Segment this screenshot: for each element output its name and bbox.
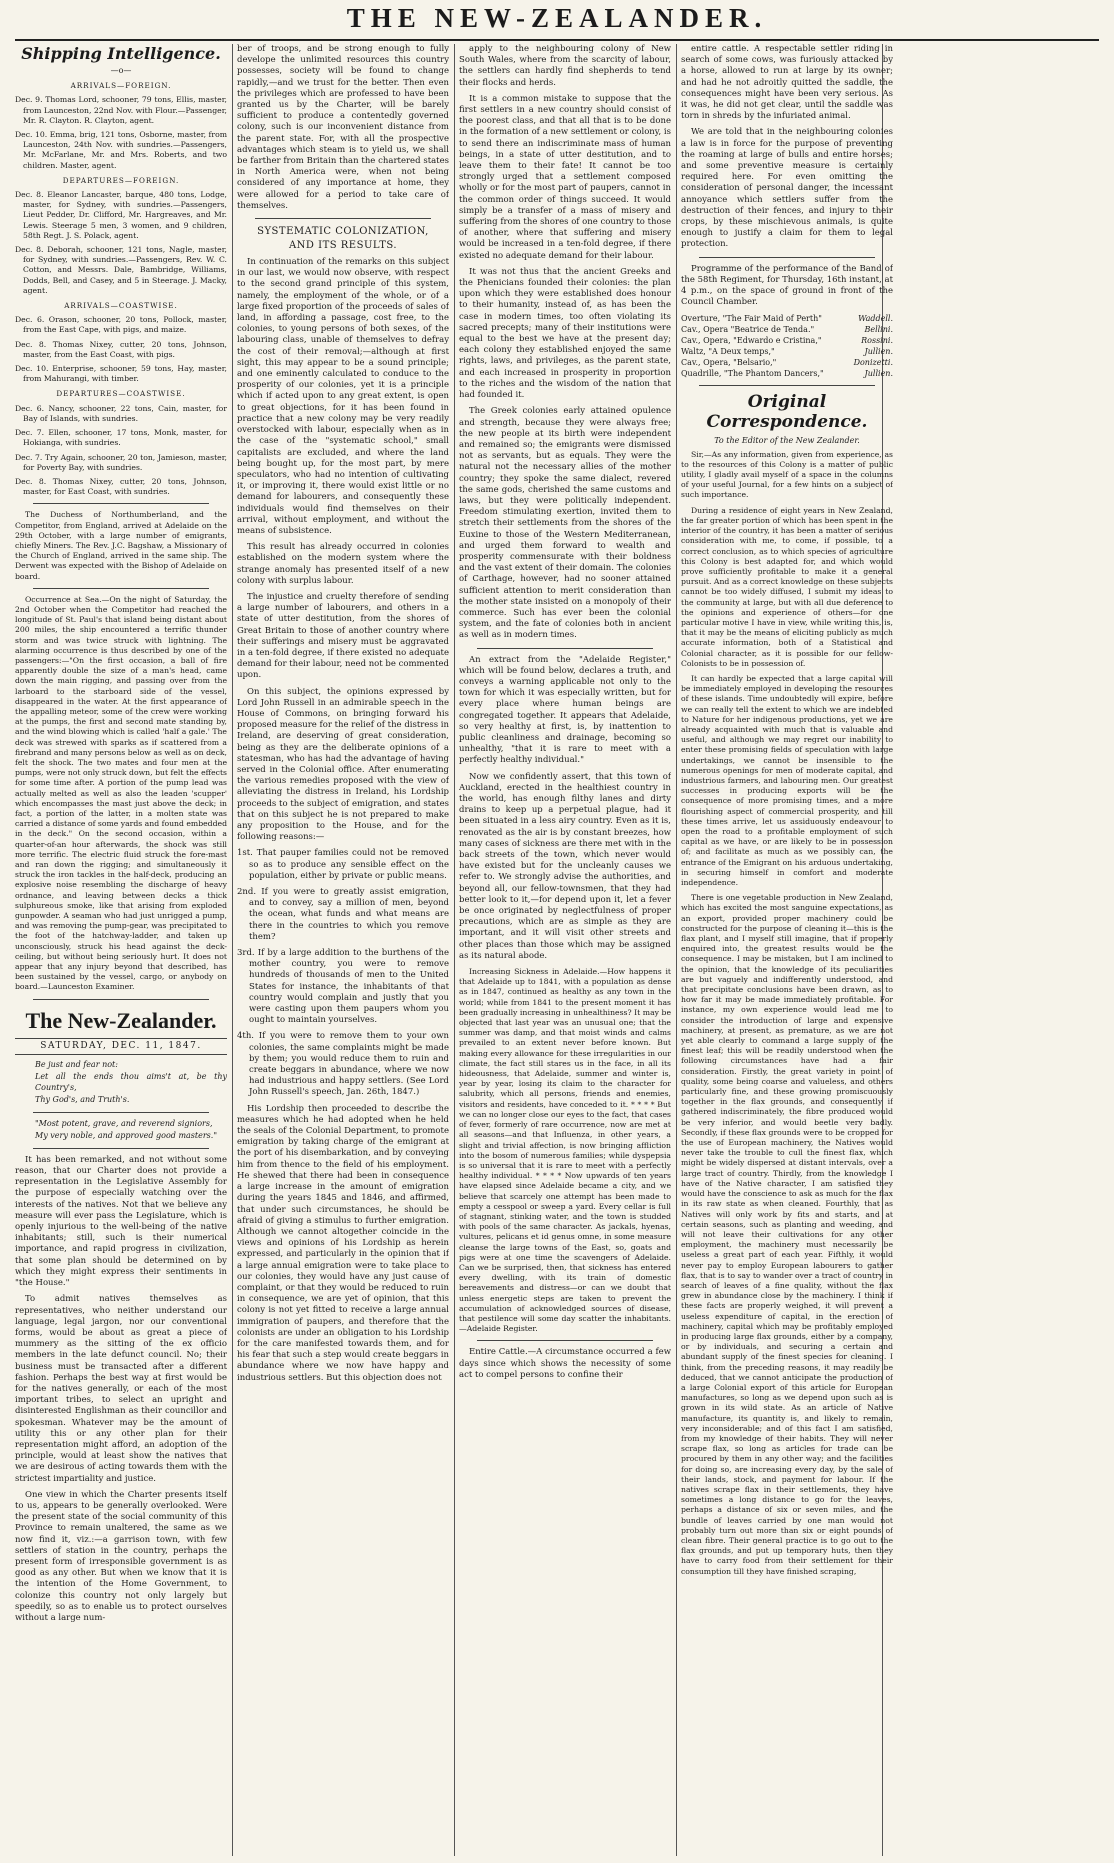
paragraph: On this subject, the opinions expressed by Lord John Russell in an admirable speech in the House of Commons, on bringing forward his proposed measure for the relief of the distress in Ireland, are deserving of great consideration, being as they are the deliberate opinions of a statesman, who has had the advantage of having served in the Colonial office. After enumerating the various remedies proposed with the view of alleviating the distress in Ireland, his Lordship proceeds to the subject of emigration, and states that on this subject he is not prepared to make any proposition to the House, and for the following reasons:—: [237, 686, 449, 843]
divider: [33, 1112, 209, 1113]
divider: [477, 1340, 653, 1341]
divider: [33, 503, 209, 504]
motto-line: My very noble, and approved good masters.": [35, 1131, 217, 1141]
arrivals-coastwise-heading: ARRIVALS—COASTWISE.: [64, 301, 178, 311]
paragraph: There is one vegetable production in New Zealand, which has excited the most sanguine expectations, as an export, provided proper machinery could be constructed for the purpose of cleaning it—this is the flax plant, and I myself still imagine, that if properly enquired into, the greatest results would be the consequence. I may be mistaken, but I am inclined to the opinion, that the knowledge of its peculiarities are but vaguely and indifferently understood, and that precipitate conclusions have been drawn, as to how far it may be made immediately profitable. For instance, my own experience would lead me to consider the introduction of large and expensive machinery, at present, as premature, as we are not yet able clearly to command a large supply of the finest leaf; this will be readily understood when the following circumstances have had a fair consideration. Firstly, the great variety in point of quality, some being coarse and valueless, and others particularly fine, and these growing promiscuously together in the flax grounds, and consequently if gathered indiscriminately, the fibre produced would be very inferior, and would beetle very badly. Secondly, if these flax grounds were to be cropped for the use of European machinery, the Natives would never take the trouble to cull the finest flax, which might be widely dispersed at distant intervals, over a large tract of country. Thirdly, from the knowledge I have of the Native character, I am satisfied they would have the conscience to ask as much for the flax in its raw state as when cleaned. Fourthly, that as Natives will only work by fits and starts, and at certain seasons, such as planting and weeding, and will not leave their cultivations for any other employment, the machinery must necessarily be useless a great part of each year. Fifthly, it would never pay to employ European labourers to gather flax, that is to say to wander over a tract of country in search of leaves of a fine quality, without the flax grew in abundance close by the machinery. I think if these facts are properly weighed, it will prevent a useless expenditure of capital, in the erection of machinery, capital which may be profitably employed in producing large flax grounds, either by a company, or by individuals, and securing a certain and abundant supply of the finest species for cleaning. I think, from the preceding reasons, it may readily be deduced, that we cannot anticipate the production of a large Colonial export of this article for European manufactures, so long as we depend upon such as is grown in its wild state. As an article of Native manufacture, its quantity is, and likely to remain, very inconsiderable; and of this fact I am satisfied, from my knowledge of their habits. They will never scrape flax, so long as articles for trade can be procured by them in any other way; and the facilities for doing so, are increasing every day, by the sale of their lands, stock, and payment for labour. If the natives scrape flax in their settlements, they have sometimes a long distance to go for the leaves, perhaps a distance of six or seven miles, and the bundle of leaves carried by one man would not probably turn out more than six or eight pounds of clean fibre. Their general practice is to go out to the flax grounds, and put up temporary huts, then they have to carry food from their settlement for their consumption till they have finished scraping,: [681, 893, 893, 1576]
paragraph: Sir,—As any information, given from experience, as to the resources of this Colony is a matter of public utility, I gladly avail myself of a space in the columns of your useful Journal, for a few hints on a subject of such importance.: [681, 449, 893, 500]
shipping-entry: Dec. 8. Thomas Nixey, cutter, 20 tons, Johnson, master, for East Coast, with sundries.: [15, 476, 227, 497]
correspondence-addressee: To the Editor of the New Zealander.: [714, 436, 860, 446]
paragraph: It can hardly be expected that a large capital will be immediately employed in developing the resources of these islands. Time undoubtedly will expire, before we can really tell the extent to which we are indebted to Nature for her indigenous productions, yet we are already acquainted with much that is valuable and useful, and although we may regret our inability to enter these promising fields of speculation with large undertakings, we cannot be insensible to the numerous openings for men of moderate capital, and industrious farmers, and labouring men. Our greatest successes in producing exports will be the consequence of more promising times, and a more flourishing aspect of commercial prosperity, and till these times arrive, let us assiduously endeavour to open the road to a profitable employment of such capital as we have, or are likely to be in possession of; and facilitate as much as we possibly can, the entrance of the Emigrant on his arduous undertaking, in securing himself in comfort and moderate independence.: [681, 673, 893, 887]
essay-closing: His Lordship then proceeded to describe the measures which he had adopted when he held the seals of the Colonial Department, to promote emigration by taking charge of the emigrant at the port of his disembarkation, and by conveying him from thence to the field of his employment. He shewed that there had been in consequence a large increase in the amount of emigration during the years 1845 and 1846, and affirmed, that under such circumstances, he should be afraid of giving a stimulus to further emigration. Although we cannot altogether coincide in the views and opinions of his Lordship as herein expressed, and particularly in the opinion that if a large annual emigration were to take place to our colonies, they would have any just cause of complaint, or that they would be reduced to ruin in consequence, we are yet of opinion, that this colony is not yet fitted to receive a large annual immigration of paupers, and therefore that the colonists are under an obligation to his Lordship for the care manifested towards them, and for his fear that such a step would create beggars in abundance where we now have happy and industrious settlers. But this objection does not: [237, 1103, 449, 1383]
column-rule: [676, 44, 677, 1856]
paragraph: apply to the neighbouring colony of New South Wales, where from the scarcity of labour, the settlers can hardly find shepherds to tend their flocks and herds.: [459, 44, 671, 88]
programme-composer: Bellini.: [864, 325, 893, 335]
paragraph: During a residence of eight years in New Zealand, the far greater portion of which has been spent in the interior of the country, it has been a matter of serious consideration with me, to come, if possible, to a correct conclusion, as to which species of agriculture this Colony is best adapted for, and which would prove sufficiently profitable to make it a general pursuit. And as a correct knowledge on these subjects cannot be too widely diffused, I submit my ideas to the community at large, but with all due deference to the opinions and experience of others—for one particular motive I have in view, while writing this, is, that it may be the means of eliciting publicly as much accurate information, both of a Statistical and Colonial character, as it is possible for our fellow-Colonists to be in possession of.: [681, 505, 893, 668]
motto-1: [15, 1060, 227, 1106]
column-1: [15, 44, 227, 1856]
departures-foreign-heading: DEPARTURES—FOREIGN.: [62, 175, 180, 185]
title-line: SYSTEMATIC COLONIZATION,: [257, 226, 429, 238]
occurrence-at-sea: Occurrence at Sea.—On the night of Saturday, the 2nd October when the Competitor had reached the longitude of St. Paul's that island being distant about 200 miles, the ship encountered a terrific thunder storm and was twice struck with lightning. The alarming occurrence is thus described by one of the passengers:—"On the first occasion, a ball of fire apparently double the size of a man's head, came down the main rigging, and passing over from the larboard to the starboard side of the vessel, disappeared in the water. At the first appearance of the appalling meteor, some of the crew were working at the pumps, the first and second mate standing by, and the wind blowing which is called 'half a gale.' The deck was strewed with sparks as if scattered from a firebrand and many persons below as well as on deck, felt the shock. The two mates and four men at the pumps, were not only struck down, but felt the effects for some time after. A portion of the pump lead was actually melted as well as also the leaden 'scupper' which encompasses the mast just above the deck; in fact, a portion of the latter, in a molten state was carried a distance of some yards and found embedded in the deck." On the second occasion, within a quarter-of-an hour afterwards, the shock was still more terrific. The electric fluid struck the fore-mast and ran down the rigging; and simultaneously it struck the iron tackles in the half-deck, producing an explosive noise resembling the discharge of heavy ordnance, and leaving between decks a thick sulphureous smoke, like that arising from exploded gunpowder. A seaman who had just unrigged a pump, and was removing the pump-gear, was precipitated to the foot of the hatchway-ladder, and taken up unconsciously, struck his head against the deck-ceiling, but without being seriously hurt. It does not appear that any injury beyond that described, has been sustained by the vessel, cargo, or anybody on board.—Launceston Examiner.: [15, 594, 227, 992]
motto-line: Thy God's, and Truth's.: [35, 1095, 130, 1105]
shipping-entry: Dec. 6. Orason, schooner, 20 tons, Pollock, master, from the East Cape, with pigs, and maize.: [15, 315, 227, 335]
reason-item: 1st. That pauper families could not be removed so as to produce any sensible effect on the population, either by private or public means.: [237, 848, 449, 881]
reason-item: 3rd. If by a large addition to the burthens of the mother country, you were to remove hundreds of thousands of men to the United States for instance, the inhabitants of that country would complain and justly that you were casting upon them paupers whom you ought to maintain yourselves.: [237, 948, 449, 1026]
column-rule: [454, 44, 455, 1856]
paragraph: We are told that in the neighbouring colonies a law is in force for the purpose of preventing the roaming at large of bulls and entire horses; and some preventive measure is certainly required here. For even omitting the consideration of personal danger, the incessant annoyance which settlers suffer from the destruction of their fences, and injury to their crops, by these mischievous animals, is quite enough to justify a claim for them to legal protection.: [681, 127, 893, 250]
programme-composer: Rossini.: [861, 336, 893, 346]
programme-composer: Jullien.: [864, 347, 893, 357]
shipping-entry: Dec. 8. Eleanor Lancaster, barque, 480 tons, Lodge, master, for Sydney, with sundries.—Passengers, Lieut Pedder, Dr. Clifford, Mr. Hargreaves, and Mr. Lewis. Steerage 5 men, 3 women, and 9 children, 58th Regt. J. S. Polack, agent.: [15, 190, 227, 240]
programme-piece: Overture, "The Fair Maid of Perth": [681, 314, 822, 324]
masthead: THE NEW-ZEALANDER.: [346, 3, 768, 33]
divider: [33, 1148, 209, 1149]
programme-piece: Cav., Opera "Beatrice de Tenda.": [681, 325, 815, 335]
shipping-entry: Dec. 8. Thomas Nixey, cutter, 20 tons, Johnson, master, from the East Coast, with pigs.: [15, 339, 227, 359]
motto-line: Let all the ends thou aims't at, be thy Country's,: [35, 1072, 227, 1092]
shipping-entry: Dec. 9. Thomas Lord, schooner, 79 tons, Ellis, master, from Launceston, 22nd Nov. with Flour.—Passenger, Mr. R. Clayton. R. Clayton, agent.: [15, 95, 227, 125]
programme-composer: Waddell.: [858, 314, 893, 324]
reason-item: 4th. If you were to remove them to your own colonies, the same complaints might be made by them; you would reduce them to ruin and create beggars in abundance, where we now had industrious and happy settlers. (See Lord John Russell's speech, Jan. 26th, 1847.): [237, 1031, 449, 1098]
newspaper-title: The New-Zealander.: [25, 1007, 217, 1033]
programme-composer: Donizetti.: [853, 358, 893, 368]
divider: [33, 999, 209, 1000]
motto-2: [15, 1119, 227, 1142]
programme-piece: Cav., Opera, "Edwardo e Cristina,": [681, 336, 822, 346]
shipping-entry: Dec. 8. Deborah, schooner, 121 tons, Nagle, master, for Sydney, with sundries.—Passengers, Rev. W. C. Cotton, and Messrs. Dale, Bambridge, Williams, Dodds, Bell, and Casey, and 5 in Steerage. J. Macky, agent.: [15, 245, 227, 295]
shipping-entry: Dec. 10. Enterprise, schooner, 59 tons, Hay, master, from Mahurangi, with timber.: [15, 364, 227, 384]
shipping-entry: Dec. 7. Ellen, schooner, 17 tons, Monk, master, for Hokianga, with sundries.: [15, 428, 227, 448]
auckland-paragraph: Now we confidently assert, that this town of Auckland, erected in the healthiest country in the world, has enough filthy lanes and dirty drains to keep up a perpetual plague, had it been situated in a less airy country. Even as it is, renovated as the air is by constant breezes, how many cases of sickness are there met with in the back streets of the town, which never would have existed but for the uncleanly causes we refer to. We strongly advise the authorities, and beyond all, our fellow-townsmen, that they had better look to it,—for depend upon it, let a fever be once originated by neglectfulness of proper precautions, which are as simple as they are important, and it will visit other streets and other places than those which may be assigned as its natural abode.: [459, 771, 671, 961]
cattle-continuation: [681, 44, 893, 251]
column-3: [459, 44, 671, 1856]
motto-line: Be just and fear not:: [35, 1059, 118, 1069]
masthead-rule: [15, 39, 1099, 41]
letter-body: [681, 450, 893, 1577]
paragraph: One view in which the Charter presents itself to us, appears to be generally overlooked. Were the present state of the social community of this Province to remain unaltered, the same as we now find it, viz.:—a garrison town, with few settlers of station in the country, perhaps the present form of irresponsible government is as good as any other. But when we know that it is the intention of the Home Government, to colonize this country not only largely but speedily, so as to enable us to protect ourselves without a large num-: [15, 1489, 227, 1623]
arrivals-foreign-heading: ARRIVALS—FOREIGN.: [70, 81, 172, 91]
programme-list: [681, 313, 893, 379]
essay-continuation: [459, 44, 671, 642]
motto-line: "Most potent, grave, and reverend signiors,: [35, 1118, 213, 1128]
column-2: [237, 44, 449, 1856]
correspondence-title: Original Correspondence.: [706, 392, 868, 433]
shipping-entry: Dec. 6. Nancy, schooner, 22 tons, Cain, master, for Bay of Islands, with sundries.: [15, 403, 227, 423]
editorial-continuation: ber of troops, and be strong enough to fully develope the unlimited resources this country possesses, society will be found to change rapidly,—and we trust for the better. Then even the privileges which are professed to have been granted us by the Charter, will be barely sufficient to produce a contentedly governed colony, such is our inconvenient distance from the parent state. For, with all the prospective advantages which steam is to yield us, we shall be farther from Britain than the chartered states in North America were, when not being considered of any importance at home, they were allowed for a period to take care of themselves.: [237, 44, 449, 211]
essay-title: [237, 225, 449, 253]
programme-piece: Quadrille, "The Phantom Dancers,": [681, 369, 824, 379]
arrivals-coastwise-list: [15, 315, 227, 384]
paragraph: This result has already occurred in colonies established on the modern system where the strange anomaly has presented itself of a new colony with surplus labour.: [237, 542, 449, 586]
paragraph: It has been remarked, and not without some reason, that our Charter does not provide a representation in the Legislative Assembly for the purpose of especially watching over the interests of the natives. Not that we believe any measure will ever pass the Legislature, which is openly injurious to the well-being of the native inhabitants; still, such is their numerical importance, and rapid progress in civilization, that some plan should be determined on by which they might express their sentiments in "the House.": [15, 1154, 227, 1289]
dateline: SATURDAY, DEC. 11, 1847.: [15, 1038, 227, 1055]
reasons-list: [237, 848, 449, 1098]
column-5: [887, 44, 1099, 1856]
programme-item: [681, 368, 893, 379]
programme-item: [681, 313, 893, 324]
column-rule: [232, 44, 233, 1856]
shipping-entry: Dec. 10. Emma, brig, 121 tons, Osborne, master, from Launceston, 24th Nov. with sundries.—Passengers, Mr. McFarlane, Mr. and Mrs. Roberts, and two children. Master, agent.: [15, 130, 227, 170]
programme-piece: Cav., Opera, "Belsario,": [681, 358, 777, 368]
programme-intro: Programme of the performance of the Band of the 58th Regiment, for Thursday, 16th instant, at 4 p.m., on the space of ground in front of the Council Chamber.: [681, 263, 893, 308]
programme-item: [681, 346, 893, 357]
departures-coastwise-list: [15, 404, 227, 498]
programme-item: [681, 357, 893, 368]
shipping-entry: Dec. 7. Try Again, schooner, 20 ton, Jamieson, master, for Poverty Bay, with sundries.: [15, 452, 227, 472]
paragraph: To admit natives themselves as representatives, who neither understand our language, legal jargon, nor our conventional forms, would be about as great a piece of mummery as the sitting of the ex officio members in the late defunct council. No; their business must be transacted after a different fashion. Perhaps the best way at first would be for the natives generally, or each of the most important tribes, to select an upright and disinterested Englishman as their councillor and spokesman. Whatever may be the amount of utility this or any other plan for their representation might afford, an adoption of the principle, would at least show the natives that we are desirous of acting towards them with the strictest impartiality and justice.: [15, 1294, 227, 1484]
paragraph: In continuation of the remarks on this subject in our last, we would now observe, with respect to the second grand principle of this system, namely, the employment of the whole, or of a large fixed proportion of the proceeds of sales of land, in affording a passage, cost free, to the colonies, to young persons of both sexes, of the labouring class, unable of themselves to defray the cost of their removal;—although at first sight, this may appear to be a sound principle; and one eminently calculated to conduce to the prosperity of our colonies, yet it is a principle which if acted upon to any great extent, is open to great objections, for it has been found in practice that a new colony may be very readily overstocked with labour, especially when as in the case of the "systematic school," small capitalists are excluded, and where the land being bought up, for the most part, by mere speculators, who had no intention of cultivating it, or improving it, there would exist little or no demand for labourers, and consequently these individuals would find themselves on their arrival, without employment, and without the means of subsistence.: [237, 257, 449, 536]
divider: [255, 218, 431, 219]
column-4: [681, 44, 893, 1856]
divider: [699, 385, 875, 386]
shipping-title: Shipping Intelligence.: [21, 44, 221, 63]
divider: [477, 648, 653, 649]
reason-item: 2nd. If you were to greatly assist emigration, and to convey, say a million of men, beyond the ocean, what funds and what means are there in the countries to which you remove them?: [237, 887, 449, 942]
departures-foreign-list: [15, 190, 227, 296]
departures-coastwise-heading: DEPARTURES—COASTWISE.: [56, 389, 186, 399]
paragraph: The Greek colonies early attained opulence and strength, because they were always free; the new people at its birth were independent and remained so; the emigrants were dismissed not as servants, but as equals. They were the natural not the necessary allies of the mother country; they spoke the same dialect, revered the same gods, cherished the same customs and laws, but they were politically independent. Freedom stimulating exertion, invited them to stretch their settlements from the shores of the Euxine to those of the Western Mediterranean, and urged them forward to wealth and prosperity commensurate with their boldness and the vast extent of their domain. The colonies of Carthage, however, had no sooner attained sufficient attention to merit consideration than the mother state insisted on a monopoly of their commerce. Such has ever been the colonial system, and the fate of colonies both in ancient as well as in modern times.: [459, 406, 671, 641]
paragraph: The injustice and cruelty therefore of sending a large number of labourers, and others in a state of utter destitution, from the shores of Great Britain to those of another country where their sufferings and misery must be aggravated in a ten-fold degree, if there existed no adequate demand for their labour, need not be commented upon.: [237, 591, 449, 681]
entire-cattle: Entire Cattle.—A circumstance occurred a few days since which shows the necessity of some act to compel persons to confine their: [459, 1347, 671, 1380]
title-line: AND ITS RESULTS.: [288, 240, 398, 252]
paragraph: It was not thus that the ancient Greeks and the Phenicians founded their colonies: the plan upon which they were established does honour to their humanity, instead of, as has been the case in modern times, too often violating its sacred precepts; many of their institutions were equal to the best we have at the present day; each colony they established enjoyed the same rights, laws, and privileges, as the parent state, and each increased in prosperity in proportion to the riches and the wisdom of the nation that had founded it.: [459, 266, 671, 401]
paragraph: entire cattle. A respectable settler riding in search of some cows, was furiously attacked by a horse, allowed to run at large by its owner; and had he not adroitly quitted the saddle, the consequences might have been very serious. As it was, he did not get clear, until the saddle was torn in shreds by the infuriated animal.: [681, 44, 893, 122]
increasing-sickness: Increasing Sickness in Adelaide.—How happens it that Adelaide up to 1841, with a population as dense as in 1847, continued as healthy as any town in the world; while from 1841 to the present moment it has been gradually increasing in unhealthiness? It may be objected that last year was an unusual one; that the summer was damp, and that moist winds and calms prevailed to an extent never before known. But making every allowance for these irregularities in our climate, the fact still stares us in the face, in all its hideousness, that Adelaide, summer and winter is, year by year, losing its claim to the character for salubrity, which all persons, friends and enemies, visitors and residents, have conceded to it. * * * * But we can no longer close our eyes to the fact, that cases of fever, formerly of rare occurrence, now are met at all seasons—and that Influenza, in other years, a slight and trivial affection, is now bringing affliction into the bosom of numerous families; while dyspepsia is so universal that it is rare to meet with a perfectly healthy individual. * * * * Now upwards of ten years have elapsed since Adelaide became a city, and we believe that scarcely one attempt has been made to empty a cesspool or sweep a yard. Every cellar is full of stagnant, stinking water, and the town is studded with pools of the same character. As jackals, hyenas, vultures, pelicans et id genus omne, in some measure cleanse the large towns of the East, so, goats and pigs were at one time the scavengers of Adelaide. Can we be surprised, then, that sickness has entered every dwelling, with its train of domestic bereavements and distress—or can we doubt that unless energetic steps are taken to prevent the accumulation of acknowledged sources of disease, that pestilence will some day scatter the inhabitants.—Adelaide Register.: [459, 967, 671, 1334]
paragraph: It is a common mistake to suppose that the first settlers in a new country should consist of the poorest class, and that all that is to be done in the formation of a new settlement or colony, is to send there an indiscriminate mass of human beings, in a state of utter destitution, and to leave them to their fate! It cannot be too strongly urged that a settlement composed wholly or for the most part of paupers, cannot in the common order of things succeed. It would simply be a transfer of a mass of misery and suffering from the shores of one country to those of another, where that suffering and misery would be increased in a ten-fold degree, if there existed no adequate demand for their labour.: [459, 93, 671, 261]
divider: [33, 588, 209, 589]
essay-body: [237, 257, 449, 843]
divider: [699, 257, 875, 258]
programme-composer: Jullien.: [864, 369, 893, 379]
programme-piece: Waltz, "A Deux temps,": [681, 347, 775, 357]
programme-item: [681, 335, 893, 346]
programme-item: [681, 324, 893, 335]
adelaide-extract: An extract from the "Adelaide Register," which will be found below, declares a truth, and conveys a warning applicable not only to the town for which it was especially written, but for every place where human beings are congregated together. It appears that Adelaide, so very healthy at first, is, by inattention to public cleanliness and drainage, becoming so unhealthy, "that it is rare to meet with a perfectly healthy individual.": [459, 654, 671, 766]
shipping-note: The Duchess of Northumberland, and the Competitor, from England, arrived at Adelaide on the 29th October, with a large number of emigrants, chiefly Miners. The Rev. J.C. Bagshaw, a Missionary of the Church of England, arrived in the same ship. The Derwent was expected with the Bishop of Adelaide on board.: [15, 510, 227, 581]
ornament: —o—: [110, 66, 132, 75]
editorial: [15, 1155, 227, 1624]
arrivals-foreign-list: [15, 95, 227, 170]
